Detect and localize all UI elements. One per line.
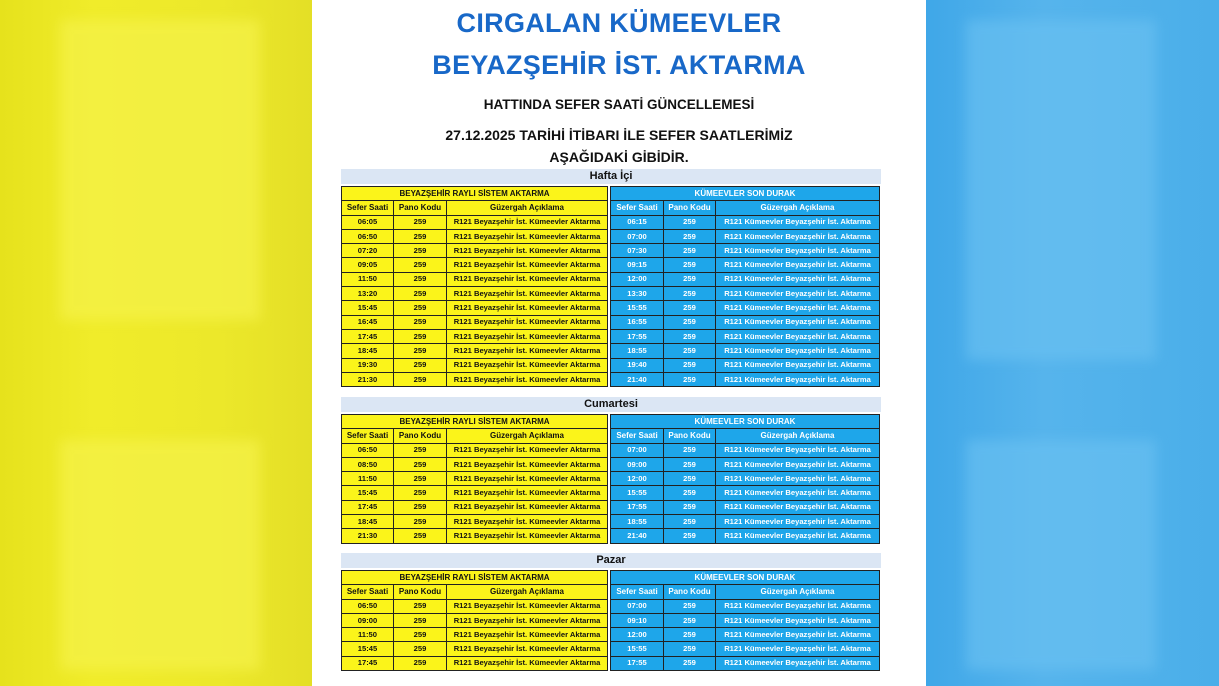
board-code: 259: [664, 656, 716, 670]
right-direction-header: KÜMEEVLER SON DURAK: [611, 415, 880, 429]
table-row: [342, 500, 608, 514]
column-header-code: Pano Kodu: [394, 201, 447, 215]
table-row: [342, 372, 608, 386]
route-description: R121 Kümeevler Beyazşehir İst. Aktarma: [716, 443, 880, 457]
table-row: [342, 656, 608, 670]
route-description: R121 Kümeevler Beyazşehir İst. Aktarma: [716, 529, 880, 543]
table-row: [342, 613, 608, 627]
table-row: [611, 372, 880, 386]
column-header-code: Pano Kodu: [394, 429, 447, 443]
board-code: 259: [664, 244, 716, 258]
board-code: 259: [664, 443, 716, 457]
board-code: 259: [664, 457, 716, 471]
column-header-code: Pano Kodu: [394, 585, 447, 599]
departure-time: 21:40: [611, 372, 664, 386]
left-column-header-row: [342, 585, 608, 599]
table-row: [342, 472, 608, 486]
board-code: 259: [394, 258, 447, 272]
board-code: 259: [394, 215, 447, 229]
board-code: 259: [394, 642, 447, 656]
board-code: 259: [394, 244, 447, 258]
route-description: R121 Kümeevler Beyazşehir İst. Aktarma: [716, 344, 880, 358]
table-row: [342, 215, 608, 229]
board-code: 259: [394, 515, 447, 529]
table-row: [611, 500, 880, 514]
departure-time: 06:50: [342, 229, 394, 243]
route-description: R121 Beyazşehir İst. Kümeevler Aktarma: [447, 599, 608, 613]
departure-time: 15:45: [342, 301, 394, 315]
board-code: 259: [394, 500, 447, 514]
column-header-time: Sefer Saati: [611, 585, 664, 599]
departure-time: 07:00: [611, 443, 664, 457]
table-row: [611, 628, 880, 642]
table-row: [611, 301, 880, 315]
board-code: 259: [394, 599, 447, 613]
board-code: 259: [664, 287, 716, 301]
board-code: 259: [664, 315, 716, 329]
table-row: [342, 301, 608, 315]
column-header-time: Sefer Saati: [342, 201, 394, 215]
right-schedule-table: [610, 186, 880, 387]
route-description: R121 Beyazşehir İst. Kümeevler Aktarma: [447, 229, 608, 243]
left-column-header-row: [342, 201, 608, 215]
right-direction-header: KÜMEEVLER SON DURAK: [611, 571, 880, 585]
route-description: R121 Beyazşehir İst. Kümeevler Aktarma: [447, 457, 608, 471]
departure-time: 18:55: [611, 344, 664, 358]
board-code: 259: [664, 628, 716, 642]
route-description: R121 Kümeevler Beyazşehir İst. Aktarma: [716, 215, 880, 229]
board-code: 259: [394, 344, 447, 358]
departure-time: 06:15: [611, 215, 664, 229]
route-description: R121 Kümeevler Beyazşehir İst. Aktarma: [716, 301, 880, 315]
column-header-code: Pano Kodu: [664, 585, 716, 599]
left-schedule-table: [341, 414, 608, 544]
departure-time: 09:00: [342, 613, 394, 627]
subtitle: HATTINDA SEFER SAATİ GÜNCELLEMESİ: [483, 97, 755, 112]
board-code: 259: [664, 301, 716, 315]
column-header-route: Güzergah Açıklama: [447, 429, 608, 443]
column-header-time: Sefer Saati: [342, 429, 394, 443]
board-code: 259: [394, 272, 447, 286]
departure-time: 17:45: [342, 500, 394, 514]
departure-time: 21:30: [342, 372, 394, 386]
route-description: R121 Beyazşehir İst. Kümeevler Aktarma: [447, 443, 608, 457]
table-row: [611, 358, 880, 372]
departure-time: 13:30: [611, 287, 664, 301]
route-description: R121 Kümeevler Beyazşehir İst. Aktarma: [716, 457, 880, 471]
route-description: R121 Beyazşehir İst. Kümeevler Aktarma: [447, 642, 608, 656]
left-direction-header: BEYAZŞEHİR RAYLI SİSTEM AKTARMA: [342, 415, 608, 429]
departure-time: 17:55: [611, 656, 664, 670]
board-code: 259: [664, 613, 716, 627]
departure-time: 07:30: [611, 244, 664, 258]
route-description: R121 Beyazşehir İst. Kümeevler Aktarma: [447, 272, 608, 286]
table-row: [611, 486, 880, 500]
route-description: R121 Beyazşehir İst. Kümeevler Aktarma: [447, 301, 608, 315]
board-code: 259: [394, 656, 447, 670]
departure-time: 11:50: [342, 472, 394, 486]
left-column-header-row: [342, 429, 608, 443]
route-description: R121 Kümeevler Beyazşehir İst. Aktarma: [716, 472, 880, 486]
route-description: R121 Kümeevler Beyazşehir İst. Aktarma: [716, 287, 880, 301]
route-description: R121 Beyazşehir İst. Kümeevler Aktarma: [447, 628, 608, 642]
board-code: 259: [664, 258, 716, 272]
route-description: R121 Beyazşehir İst. Kümeevler Aktarma: [447, 656, 608, 670]
board-code: 259: [664, 329, 716, 343]
right-schedule-table: [610, 414, 880, 544]
route-description: R121 Beyazşehir İst. Kümeevler Aktarma: [447, 472, 608, 486]
departure-time: 21:40: [611, 529, 664, 543]
departure-time: 09:05: [342, 258, 394, 272]
board-code: 259: [394, 486, 447, 500]
left-background-yellow: [0, 0, 312, 686]
route-description: R121 Beyazşehir İst. Kümeevler Aktarma: [447, 613, 608, 627]
left-direction-header-row: [342, 415, 608, 429]
departure-time: 15:55: [611, 301, 664, 315]
departure-time: 15:45: [342, 486, 394, 500]
route-description: R121 Kümeevler Beyazşehir İst. Aktarma: [716, 229, 880, 243]
table-row: [342, 628, 608, 642]
route-description: R121 Kümeevler Beyazşehir İst. Aktarma: [716, 486, 880, 500]
route-description: R121 Beyazşehir İst. Kümeevler Aktarma: [447, 500, 608, 514]
departure-time: 06:05: [342, 215, 394, 229]
route-description: R121 Beyazşehir İst. Kümeevler Aktarma: [447, 287, 608, 301]
board-code: 259: [394, 287, 447, 301]
table-row: [611, 258, 880, 272]
table-row: [611, 344, 880, 358]
departure-time: 11:50: [342, 272, 394, 286]
board-code: 259: [664, 599, 716, 613]
section-saturday: [341, 397, 881, 541]
right-background-blue: [926, 0, 1219, 686]
departure-time: 19:40: [611, 358, 664, 372]
departure-time: 16:55: [611, 315, 664, 329]
board-code: 259: [664, 515, 716, 529]
right-direction-header-row: [611, 415, 880, 429]
departure-time: 18:45: [342, 515, 394, 529]
section-title: Pazar: [341, 553, 881, 568]
departure-time: 17:55: [611, 500, 664, 514]
column-header-route: Güzergah Açıklama: [447, 201, 608, 215]
route-description: R121 Beyazşehir İst. Kümeevler Aktarma: [447, 529, 608, 543]
departure-time: 15:45: [342, 642, 394, 656]
board-code: 259: [394, 443, 447, 457]
departure-time: 17:45: [342, 329, 394, 343]
right-column-header-row: [611, 429, 880, 443]
board-code: 259: [664, 272, 716, 286]
departure-time: 07:00: [611, 229, 664, 243]
table-row: [611, 599, 880, 613]
section-title: Hafta İçi: [341, 169, 881, 184]
table-row: [342, 287, 608, 301]
left-direction-header-row: [342, 571, 608, 585]
table-row: [342, 229, 608, 243]
route-description: R121 Kümeevler Beyazşehir İst. Aktarma: [716, 358, 880, 372]
table-row: [342, 358, 608, 372]
route-description: R121 Kümeevler Beyazşehir İst. Aktarma: [716, 515, 880, 529]
route-description: R121 Kümeevler Beyazşehir İst. Aktarma: [716, 642, 880, 656]
board-code: 259: [394, 613, 447, 627]
blurred-table-left-bottom: [60, 440, 260, 670]
table-row: [342, 642, 608, 656]
departure-time: 11:50: [342, 628, 394, 642]
route-description: R121 Beyazşehir İst. Kümeevler Aktarma: [447, 315, 608, 329]
table-row: [342, 599, 608, 613]
left-direction-header: BEYAZŞEHİR RAYLI SİSTEM AKTARMA: [342, 571, 608, 585]
column-header-time: Sefer Saati: [611, 429, 664, 443]
table-row: [611, 315, 880, 329]
departure-time: 07:00: [611, 599, 664, 613]
departure-time: 16:45: [342, 315, 394, 329]
departure-time: 17:45: [342, 656, 394, 670]
departure-time: 06:50: [342, 443, 394, 457]
column-header-code: Pano Kodu: [664, 201, 716, 215]
column-header-route: Güzergah Açıklama: [716, 585, 880, 599]
section-sunday: [341, 553, 881, 668]
right-direction-header-row: [611, 187, 880, 201]
table-row: [342, 486, 608, 500]
route-description: R121 Kümeevler Beyazşehir İst. Aktarma: [716, 315, 880, 329]
route-description: R121 Kümeevler Beyazşehir İst. Aktarma: [716, 500, 880, 514]
blurred-table-left-top: [60, 20, 260, 320]
route-description: R121 Kümeevler Beyazşehir İst. Aktarma: [716, 599, 880, 613]
board-code: 259: [394, 457, 447, 471]
table-row: [611, 656, 880, 670]
route-description: R121 Beyazşehir İst. Kümeevler Aktarma: [447, 244, 608, 258]
column-header-route: Güzergah Açıklama: [447, 585, 608, 599]
column-header-time: Sefer Saati: [611, 201, 664, 215]
board-code: 259: [394, 628, 447, 642]
left-direction-header-row: [342, 187, 608, 201]
table-row: [342, 515, 608, 529]
board-code: 259: [664, 372, 716, 386]
title-line-2: BEYAZŞEHİR İST. AKTARMA: [432, 50, 806, 80]
board-code: 259: [664, 529, 716, 543]
route-description: R121 Beyazşehir İst. Kümeevler Aktarma: [447, 515, 608, 529]
route-description: R121 Kümeevler Beyazşehir İst. Aktarma: [716, 329, 880, 343]
departure-time: 07:20: [342, 244, 394, 258]
left-schedule-table: [341, 570, 608, 671]
departure-time: 13:20: [342, 287, 394, 301]
board-code: 259: [394, 358, 447, 372]
table-row: [611, 272, 880, 286]
board-code: 259: [394, 329, 447, 343]
departure-time: 12:00: [611, 272, 664, 286]
table-row: [611, 215, 880, 229]
table-row: [611, 642, 880, 656]
departure-time: 17:55: [611, 329, 664, 343]
right-column-header-row: [611, 201, 880, 215]
table-row: [611, 443, 880, 457]
table-row: [611, 244, 880, 258]
table-row: [342, 529, 608, 543]
route-description: R121 Beyazşehir İst. Kümeevler Aktarma: [447, 258, 608, 272]
table-row: [611, 287, 880, 301]
notice-line-1: 27.12.2025 TARİHİ İTİBARI İLE SEFER SAATLERİMİZ: [445, 127, 793, 143]
departure-time: 15:55: [611, 486, 664, 500]
route-description: R121 Kümeevler Beyazşehir İst. Aktarma: [716, 272, 880, 286]
route-description: R121 Beyazşehir İst. Kümeevler Aktarma: [447, 344, 608, 358]
board-code: 259: [394, 372, 447, 386]
departure-time: 09:15: [611, 258, 664, 272]
section-weekday: [341, 169, 881, 384]
board-code: 259: [394, 529, 447, 543]
route-description: R121 Beyazşehir İst. Kümeevler Aktarma: [447, 215, 608, 229]
column-header-route: Güzergah Açıklama: [716, 201, 880, 215]
notice-line-2: AŞAĞIDAKİ GİBİDİR.: [549, 149, 689, 165]
board-code: 259: [394, 301, 447, 315]
table-row: [342, 457, 608, 471]
table-row: [611, 329, 880, 343]
table-row: [342, 344, 608, 358]
route-description: R121 Kümeevler Beyazşehir İst. Aktarma: [716, 628, 880, 642]
departure-time: 12:00: [611, 628, 664, 642]
route-description: R121 Kümeevler Beyazşehir İst. Aktarma: [716, 372, 880, 386]
route-description: R121 Beyazşehir İst. Kümeevler Aktarma: [447, 372, 608, 386]
table-row: [342, 443, 608, 457]
title-line-1: CIRGALAN KÜMEEVLER: [456, 8, 782, 38]
board-code: 259: [664, 215, 716, 229]
departure-time: 21:30: [342, 529, 394, 543]
blurred-table-right-top: [966, 20, 1156, 360]
departure-time: 12:00: [611, 472, 664, 486]
board-code: 259: [664, 472, 716, 486]
board-code: 259: [664, 229, 716, 243]
route-description: R121 Beyazşehir İst. Kümeevler Aktarma: [447, 358, 608, 372]
departure-time: 09:10: [611, 613, 664, 627]
table-row: [342, 258, 608, 272]
board-code: 259: [664, 486, 716, 500]
left-direction-header: BEYAZŞEHİR RAYLI SİSTEM AKTARMA: [342, 187, 608, 201]
right-column-header-row: [611, 585, 880, 599]
table-row: [611, 457, 880, 471]
departure-time: 09:00: [611, 457, 664, 471]
departure-time: 08:50: [342, 457, 394, 471]
table-row: [342, 329, 608, 343]
right-direction-header-row: [611, 571, 880, 585]
table-row: [611, 613, 880, 627]
table-row: [611, 529, 880, 543]
table-row: [342, 244, 608, 258]
left-schedule-table: [341, 186, 608, 387]
board-code: 259: [394, 315, 447, 329]
table-row: [342, 315, 608, 329]
departure-time: 19:30: [342, 358, 394, 372]
blurred-table-right-bottom: [966, 440, 1156, 670]
right-schedule-table: [610, 570, 880, 671]
departure-time: 18:55: [611, 515, 664, 529]
departure-time: 15:55: [611, 642, 664, 656]
board-code: 259: [664, 642, 716, 656]
route-description: R121 Kümeevler Beyazşehir İst. Aktarma: [716, 258, 880, 272]
board-code: 259: [664, 344, 716, 358]
right-direction-header: KÜMEEVLER SON DURAK: [611, 187, 880, 201]
route-description: R121 Beyazşehir İst. Kümeevler Aktarma: [447, 329, 608, 343]
board-code: 259: [394, 472, 447, 486]
board-code: 259: [394, 229, 447, 243]
route-description: R121 Kümeevler Beyazşehir İst. Aktarma: [716, 613, 880, 627]
schedule-document: [313, 0, 925, 686]
route-description: R121 Beyazşehir İst. Kümeevler Aktarma: [447, 486, 608, 500]
departure-time: 06:50: [342, 599, 394, 613]
board-code: 259: [664, 358, 716, 372]
table-row: [611, 515, 880, 529]
table-row: [611, 229, 880, 243]
route-description: R121 Kümeevler Beyazşehir İst. Aktarma: [716, 656, 880, 670]
column-header-route: Güzergah Açıklama: [716, 429, 880, 443]
route-description: R121 Kümeevler Beyazşehir İst. Aktarma: [716, 244, 880, 258]
table-row: [342, 272, 608, 286]
column-header-time: Sefer Saati: [342, 585, 394, 599]
column-header-code: Pano Kodu: [664, 429, 716, 443]
section-title: Cumartesi: [341, 397, 881, 412]
board-code: 259: [664, 500, 716, 514]
table-row: [611, 472, 880, 486]
departure-time: 18:45: [342, 344, 394, 358]
